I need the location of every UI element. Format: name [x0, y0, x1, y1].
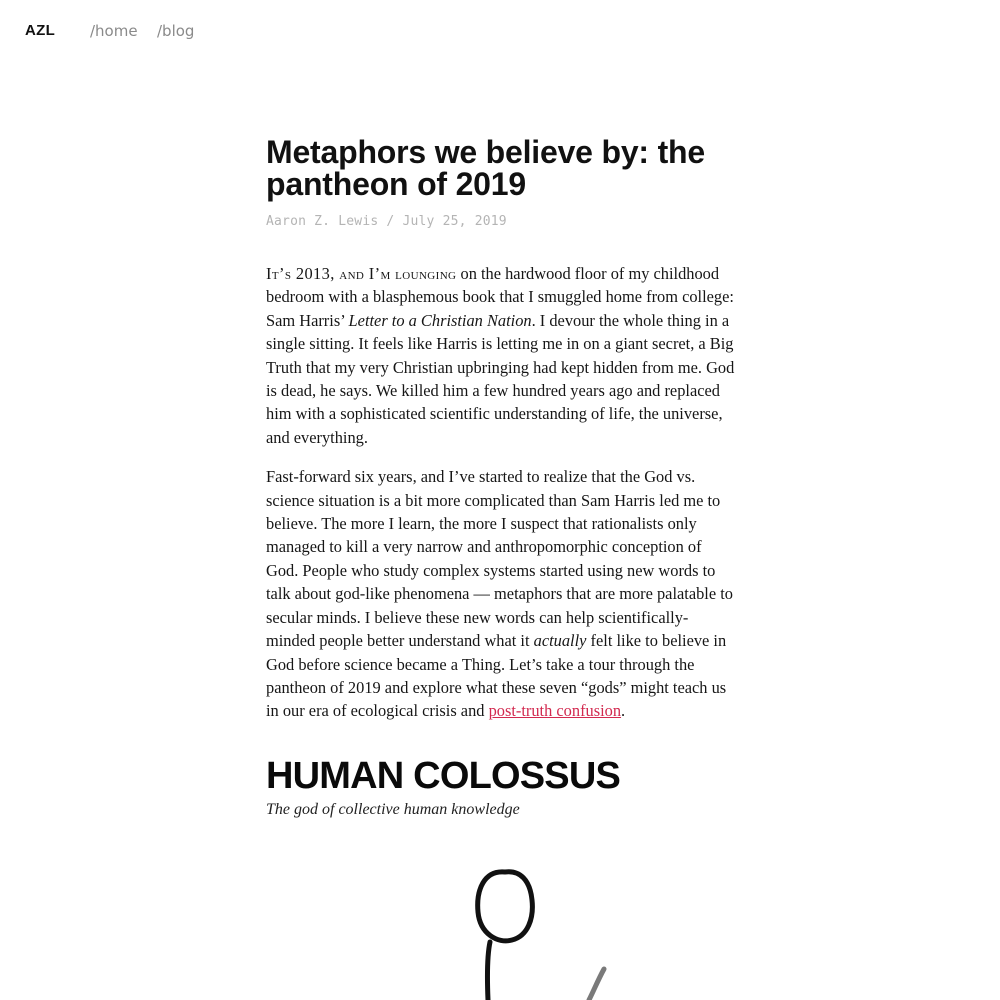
author-name: Aaron Z. Lewis: [266, 214, 379, 229]
byline-separator: /: [378, 214, 403, 229]
post-truth-link[interactable]: post-truth confusion: [488, 701, 622, 721]
paragraph: [266, 465, 736, 722]
figure-arm-stroke: [589, 969, 604, 1000]
paragraph-text: felt like to believe in God before science became a Thing. Let’s take a tour through the pantheon of 2019 and explore what these seven “gods” might teach us in our era of ecological crisis and: [266, 631, 727, 721]
book-title: Letter to a Christian Nation: [348, 310, 532, 330]
section-subtitle: The god of collective human knowledge: [266, 801, 520, 818]
human-colossus-illustration: [440, 860, 640, 1000]
site-logo[interactable]: AZL: [25, 22, 56, 39]
nav-link-blog[interactable]: /blog: [157, 22, 195, 40]
lead-in: It’s 2013, and I’m lounging: [266, 264, 457, 283]
paragraph: [266, 262, 736, 449]
paragraph-text: . I devour the whole thing in a single sitting. It feels like Harris is letting me in on a giant secret, a Big Truth that my very Christian upbringing had kept hidden from me. God is dead, he says. We killed him a few hundred years ago and replaced him with a sophisticated scientific understanding of life, the universe, and everything.: [266, 310, 735, 447]
paragraph-text: on the hardwood floor of my childhood bedroom with a blasphemous book that I smuggled home from college: Sam Harris’: [266, 264, 734, 330]
section-heading: HUMAN COLOSSUS: [266, 755, 621, 797]
figure-body-stroke: [487, 942, 490, 1000]
paragraph-text: Fast-forward six years, and I’ve started to realize that the God vs. science situation is a bit more complicated than Sam Harris led me to believe. The more I learn, the more I suspect that rationalists only managed to kill a very narrow and anthropomorphic conception of God. People who study complex systems started using new words to talk about god-like phenomena — metaphors that are more palatable to secular minds. I believe these new words can help scientifically-minded people better understand what it: [266, 467, 733, 651]
article-body: [266, 262, 736, 723]
nav-link-home[interactable]: /home: [90, 22, 138, 40]
byline: [266, 214, 736, 229]
article: [266, 136, 736, 739]
paragraph-text: .: [621, 701, 626, 721]
figure-head-stroke: [478, 872, 533, 941]
emphasis: actually: [533, 631, 587, 651]
top-nav: [0, 0, 1000, 64]
publish-date: July 25, 2019: [402, 214, 507, 229]
page-title: Metaphors we believe by: the pantheon of 2019: [266, 134, 705, 202]
